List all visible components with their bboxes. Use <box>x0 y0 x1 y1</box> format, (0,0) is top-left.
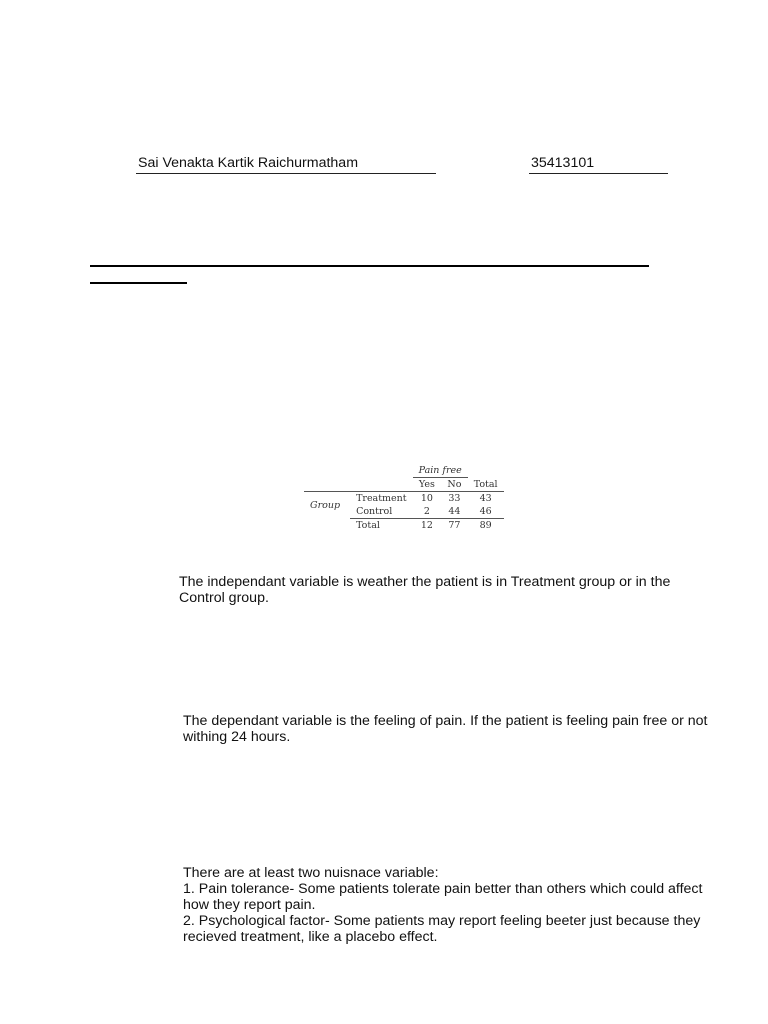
col-header: Total <box>473 478 498 490</box>
cell: 44 <box>448 506 461 517</box>
student-name: Sai Venakta Kartik Raichurmatham <box>136 155 436 174</box>
nuisance-item: 2. Psychological factor- Some patients may report feeling beeter just because they recieved treatment, like a placebo effect. <box>183 913 701 945</box>
cell: 89 <box>468 519 504 533</box>
nuisance-item: 1. Pain tolerance- Some patients tolerate pain better than others which could affect how they report pain. <box>183 881 703 913</box>
cell: 77 <box>441 519 468 533</box>
nuisance-variables-answer <box>183 865 708 945</box>
table-row <box>304 492 504 506</box>
row-group-label: Group <box>310 499 341 511</box>
cell: 12 <box>413 519 442 533</box>
nuisance-intro: There are at least two nuisnace variable: <box>183 865 439 881</box>
cell: 33 <box>448 493 461 504</box>
cell: 10 <box>420 493 433 504</box>
cell: 46 <box>479 506 492 517</box>
independent-variable-answer: The independant variable is weather the patient is in Treatment group or in the Control group. <box>179 574 671 606</box>
table-row <box>304 519 504 533</box>
col-header: No <box>447 479 462 490</box>
cell: 2 <box>423 506 430 517</box>
title-rule-2 <box>90 282 187 284</box>
row-label: Treatment <box>356 493 407 504</box>
cell: 43 <box>479 493 492 504</box>
contingency-table <box>304 464 504 532</box>
title-rule-1 <box>90 265 649 267</box>
student-id: 35413101 <box>529 155 668 174</box>
col-group-label: Pain free <box>413 464 468 478</box>
row-label: Control <box>356 506 393 517</box>
dependent-variable-answer: The dependant variable is the feeling of pain. If the patient is feeling pain free or not withing 24 hours. <box>183 713 708 745</box>
col-header: Yes <box>418 479 435 490</box>
row-label: Total <box>350 519 413 533</box>
